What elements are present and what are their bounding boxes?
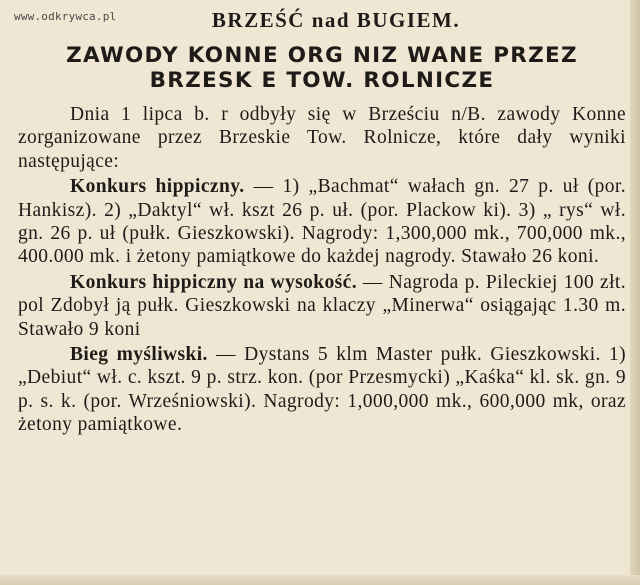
paragraph-intro (18, 103, 626, 173)
paragraph-bieg-mysliwski (18, 343, 626, 437)
section-title: BRZEŚĆ nad BUGIEM. (211, 8, 461, 32)
paragraph-konkurs-wysokosc (18, 271, 626, 341)
paragraph-text: — Nagroda p. Pileckiej 100 złt. pol Zdobył ją pułk. Gieszkowski na klaczy „Minerwa“ osiągając 1.30 m. Stawało 9 koni (18, 271, 626, 340)
paragraph-text: Dnia 1 lipca b. r odbyły się w Brześciu n/B. zawody Konne zorganizowane przez Brzeskie Tow. Rolnicze, które dały wyniki następujące: (18, 104, 626, 172)
article-body (18, 103, 626, 437)
paragraph-lead: Konkurs hippiczny na wysokość. (70, 271, 357, 293)
paragraph-lead: Konkurs hippiczny. (70, 176, 245, 198)
paragraph-text: — 1) „Bachmat“ wałach gn. 27 p. uł (por. Hankisz). 2) „Daktyl“ wł. kszt 26 p. uł. (por. Plackow ki). 3) „ rys“ wł. gn. 26 p. uł (pułk. Gieszkowski). Nagrody: 1,300,000 mk., 700,000 mk., 400.000 mk. i żetony pamiątkowe do każdej nagrody. Stawało 26 koni. (18, 176, 626, 268)
paragraph-lead: Bieg myśliwski. (70, 344, 208, 366)
paragraph-text: — Dystans 5 klm Master pułk. Gieszkowski. 1) „Debiut“ wł. c. kszt. 9 p. strz. kon. (por Przesmycki) „Kaśka“ kl. sk. gn. 9 p. s. k. (por. Wrześniowski). Nagrody: 1,000,000 mk., 600,000 mk, oraz żetony pamiątkowe. (18, 344, 627, 436)
page-edge-right (630, 0, 640, 585)
page-edge-bottom (0, 575, 640, 585)
article-headline (18, 43, 626, 93)
headline-line-2: BRZESK E TOW. ROLNICZE (149, 68, 495, 93)
headline-line-1: ZAWODY KONNE ORG NIZ WANE PRZEZ (66, 43, 578, 68)
watermark-text: www.odkrywca.pl (14, 10, 117, 23)
paragraph-konkurs-hippiczny (18, 175, 626, 269)
newspaper-clipping (18, 6, 626, 574)
